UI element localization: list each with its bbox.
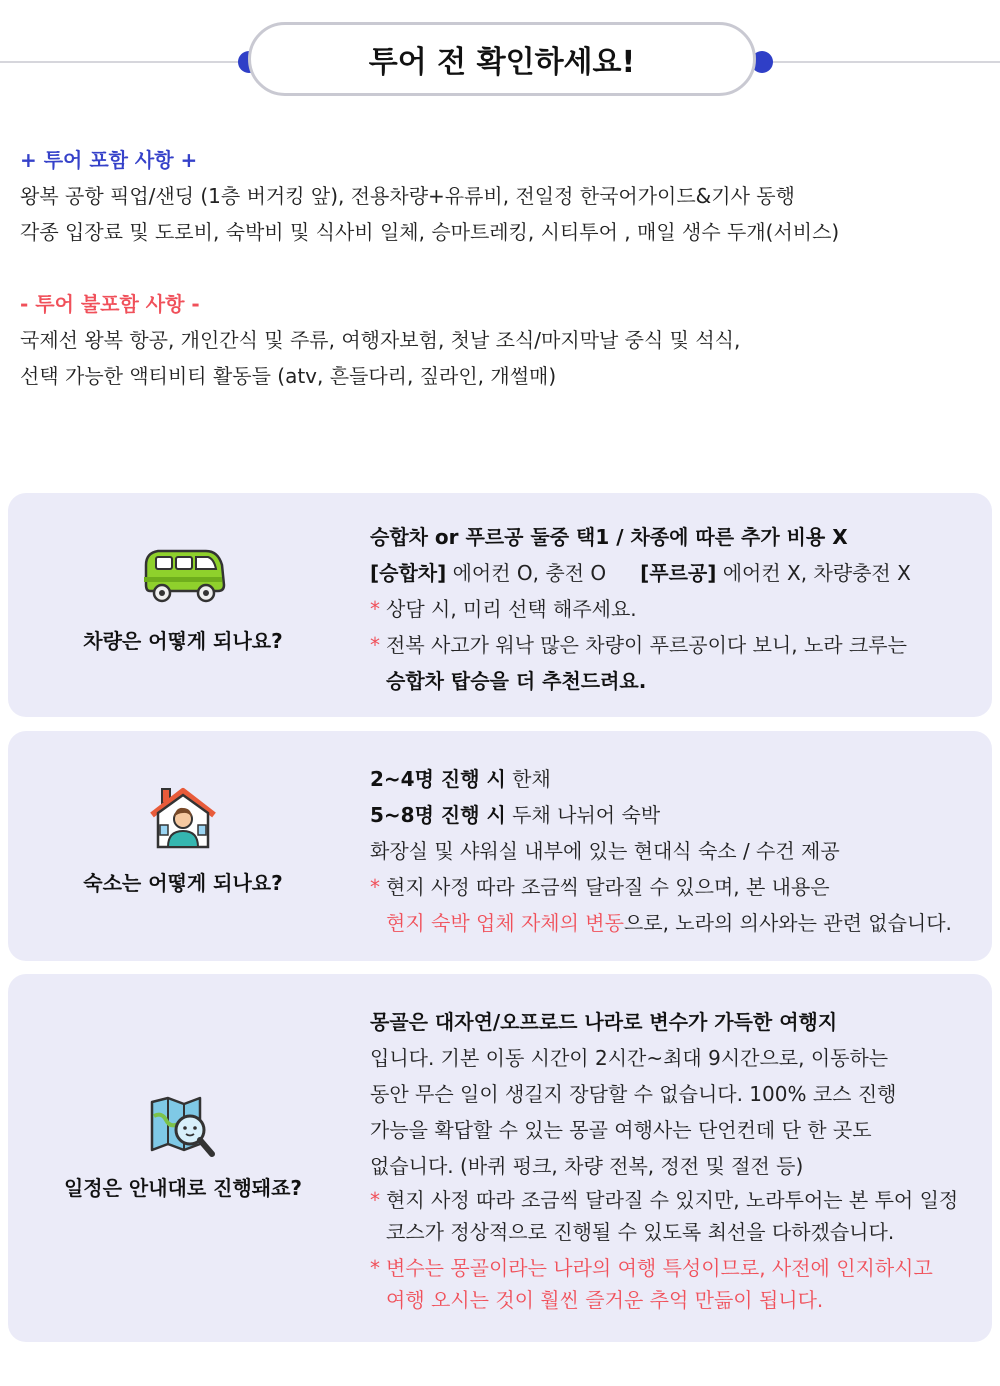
accommodation-line: 2~4명 진행 시 한채 <box>370 767 551 791</box>
house-person-icon <box>148 785 218 851</box>
vehicle-recommendation: 승합차 탑승을 더 추천드려요. <box>386 669 647 693</box>
itinerary-card <box>8 974 992 1342</box>
included-line: 왕복 공항 픽업/샌딩 (1층 버거킹 앞), 전용차량+유류비, 전일정 한국어가이드&기사 동행 <box>20 184 795 208</box>
vehicle-options: [승합차] 에어컨 O, 충전 O [푸르공] 에어컨 X, 차량충전 X <box>370 561 911 585</box>
itinerary-warning: * 변수는 몽골이라는 나라의 여행 특성이므로, 사전에 인지하시고 <box>370 1256 933 1280</box>
accommodation-card <box>8 731 992 961</box>
accommodation-note: 현지 숙박 업체 자체의 변동으로, 노라의 의사와는 관련 없습니다. <box>386 911 952 935</box>
van-icon <box>140 545 226 605</box>
vehicle-card <box>8 493 992 717</box>
accommodation-line: 화장실 및 샤워실 내부에 있는 현대식 숙소 / 수건 제공 <box>370 839 840 863</box>
page-title: 투어 전 확인하세요! <box>248 22 756 96</box>
itinerary-body: 가능을 확답할 수 있는 몽골 여행사는 단언컨데 단 한 곳도 <box>370 1118 872 1142</box>
included-line: 각종 입장료 및 도로비, 숙박비 및 식사비 일체, 승마트레킹, 시티투어 , 매일 생수 두개(서비스) <box>20 220 840 244</box>
itinerary-body: 없습니다. (바퀴 펑크, 차량 전복, 정전 및 절전 등) <box>370 1154 804 1178</box>
accommodation-line: 5~8명 진행 시 두채 나뉘어 숙박 <box>370 803 661 827</box>
itinerary-headline: 몽골은 대자연/오프로드 나라로 변수가 가득한 여행지 <box>370 1010 838 1034</box>
excluded-section <box>20 286 980 394</box>
excluded-line: 국제선 왕복 항공, 개인간식 및 주류, 여행자보험, 첫날 조식/마지막날 중식 및 석식, <box>20 328 741 352</box>
itinerary-body: 동안 무슨 일이 생길지 장담할 수 없습니다. 100% 코스 진행 <box>370 1082 897 1106</box>
excluded-line: 선택 가능한 액티비티 활동들 (atv, 흔들다리, 짚라인, 개썰매) <box>20 364 557 388</box>
itinerary-body: 입니다. 기본 이동 시간이 2시간~최대 9시간으로, 이동하는 <box>370 1046 889 1070</box>
included-heading: + 투어 포함 사항 + <box>20 148 198 172</box>
vehicle-note: * 전복 사고가 워낙 많은 차량이 푸르공이다 보니, 노라 크루는 <box>370 633 907 657</box>
map-search-icon <box>148 1096 218 1162</box>
vehicle-headline: 승합차 or 푸르공 둘중 택1 / 차종에 따른 추가 비용 X <box>370 525 848 549</box>
excluded-heading: - 투어 불포함 사항 - <box>20 292 200 316</box>
vehicle-question: 차량은 어떻게 되나요? <box>83 629 283 653</box>
itinerary-warning: 여행 오시는 것이 훨씬 즐거운 추억 만듦이 됩니다. <box>386 1288 824 1312</box>
itinerary-note: 코스가 정상적으로 진행될 수 있도록 최선을 다하겠습니다. <box>386 1220 895 1244</box>
accommodation-note: * 현지 사정 따라 조금씩 달라질 수 있으며, 본 내용은 <box>370 875 830 899</box>
accommodation-question: 숙소는 어떻게 되나요? <box>83 871 283 895</box>
vehicle-note: * 상담 시, 미리 선택 해주세요. <box>370 597 637 621</box>
itinerary-note: * 현지 사정 따라 조금씩 달라질 수 있지만, 노라투어는 본 투어 일정 <box>370 1188 959 1212</box>
included-section <box>20 142 980 250</box>
itinerary-question: 일정은 안내대로 진행돼죠? <box>63 1176 303 1200</box>
